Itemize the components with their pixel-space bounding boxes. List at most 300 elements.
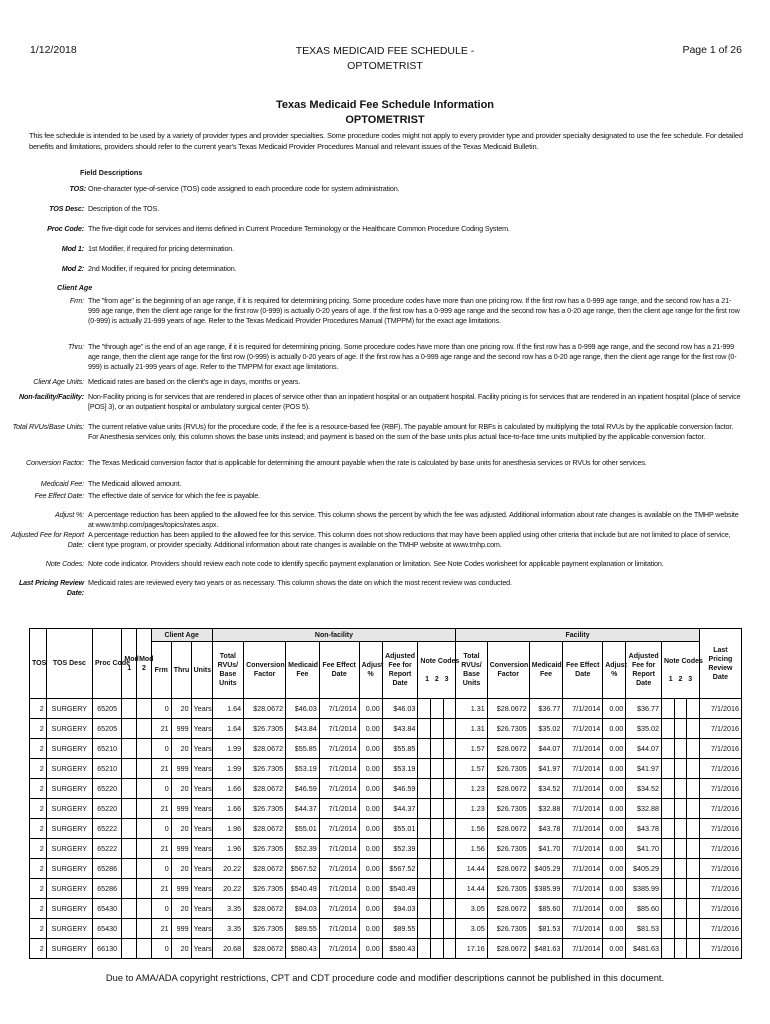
table-cell: 20 (171, 739, 191, 759)
table-cell: 2 (30, 799, 47, 819)
table-cell (662, 879, 675, 899)
table-cell (430, 939, 443, 959)
table-cell (687, 879, 700, 899)
table-cell: 7/1/2014 (563, 939, 603, 959)
table-cell: 0.00 (603, 759, 626, 779)
table-cell: $28.0672 (487, 699, 529, 719)
table-cell: 7/1/2014 (563, 899, 603, 919)
table-cell: $26.7305 (244, 879, 286, 899)
header-title-line2: OPTOMETRIST (347, 60, 423, 72)
table-cell: 65220 (92, 799, 121, 819)
fee-schedule-table (29, 628, 742, 959)
table-cell: 65430 (92, 899, 121, 919)
table-cell: $26.7305 (487, 759, 529, 779)
field-description-label: Note Codes: (45, 559, 84, 568)
table-cell: 999 (171, 879, 191, 899)
field-description-text: Note code indicator. Providers should review each note code to identify specific payment explanation or limitation. See Note Codes worksheet for applicable payment explanation or limitation. (88, 559, 664, 568)
table-cell (430, 819, 443, 839)
table-cell: 0 (151, 939, 171, 959)
table-row (30, 859, 742, 879)
table-cell (418, 779, 431, 799)
table-cell (137, 839, 152, 859)
table-cell: Years (191, 739, 212, 759)
table-cell (662, 739, 675, 759)
table-row (30, 699, 742, 719)
table-cell: $46.59 (286, 779, 320, 799)
table-cell: $43.78 (529, 819, 563, 839)
col-f-fee-effect-date: Fee Effect Date (563, 642, 603, 699)
table-cell: $41.70 (529, 839, 563, 859)
table-cell (430, 719, 443, 739)
table-cell: $26.7305 (487, 839, 529, 859)
table-cell (674, 719, 687, 739)
table-cell (443, 879, 456, 899)
table-cell (687, 739, 700, 759)
table-cell (418, 819, 431, 839)
table-cell (122, 899, 137, 919)
col-units: Units (191, 642, 212, 699)
table-cell: 0.00 (603, 699, 626, 719)
table-cell: 7/1/2014 (319, 799, 359, 819)
table-cell: 20 (171, 819, 191, 839)
col-nf-fee-effect-date: Fee Effect Date (319, 642, 359, 699)
table-cell (122, 799, 137, 819)
col-nf-medicaid-fee: Medicaid Fee (286, 642, 320, 699)
table-cell: $567.52 (286, 859, 320, 879)
col-f-adjusted-fee: Adjusted Fee for Report Date (626, 642, 662, 699)
table-cell: 2 (30, 759, 47, 779)
table-cell: 999 (171, 799, 191, 819)
table-cell (674, 699, 687, 719)
table-cell: 14.44 (456, 859, 487, 879)
col-f-adjust: Adjust % (603, 642, 626, 699)
field-description-text: The "through age" is the end of an age range, if it is required for determining pricing. Some procedure codes have more than one pricing row. If the first row has a 0-999 age range, and the second row has a 21-999 age range, then the client age range for the first row (0-999) is actually 0-20 years of age. If the first row has a 0-999 age range and the second row has a 0-20 age range, then the client age range for the first row (0-999) is actually 21-999 years of age. Refer to the TMPPM for exact age limitations. (88, 342, 737, 371)
table-cell: 2 (30, 919, 47, 939)
field-description-text: The Medicaid allowed amount. (88, 479, 182, 488)
table-cell: $540.49 (382, 879, 418, 899)
table-cell: 3.05 (456, 899, 487, 919)
table-cell: 0 (151, 859, 171, 879)
table-cell: SURGERY (46, 759, 92, 779)
table-cell: $89.55 (286, 919, 320, 939)
table-cell: 1.31 (456, 719, 487, 739)
table-cell: 0.00 (603, 839, 626, 859)
table-cell (418, 899, 431, 919)
table-cell: Years (191, 799, 212, 819)
table-cell (122, 699, 137, 719)
table-cell: 0.00 (359, 759, 382, 779)
table-cell: 21 (151, 759, 171, 779)
table-cell: 0.00 (359, 899, 382, 919)
table-cell: 7/1/2014 (319, 759, 359, 779)
table-cell: 66130 (92, 939, 121, 959)
copyright-footer: Due to AMA/ADA copyright restrictions, CPT and CDT procedure code and modifier descriptions cannot be published in this document. (105, 972, 665, 983)
table-cell (687, 939, 700, 959)
table-cell: 20 (171, 699, 191, 719)
col-mod1: Mod 1 (122, 629, 137, 699)
table-cell: 7/1/2016 (699, 759, 741, 779)
table-cell: 20 (171, 859, 191, 879)
table-cell: $26.7305 (244, 839, 286, 859)
table-cell (662, 719, 675, 739)
table-cell (430, 759, 443, 779)
table-cell: $26.7305 (244, 799, 286, 819)
table-cell: Years (191, 919, 212, 939)
table-cell (687, 819, 700, 839)
col-proc-code: Proc Code (92, 629, 121, 699)
table-cell: $46.59 (382, 779, 418, 799)
table-cell (418, 939, 431, 959)
document-title (0, 98, 770, 128)
table-cell: $32.88 (529, 799, 563, 819)
table-cell: 7/1/2016 (699, 799, 741, 819)
table-cell: $28.0672 (487, 939, 529, 959)
table-cell: $28.0672 (487, 859, 529, 879)
field-description-label: Adjusted Fee for Report Date: (11, 530, 84, 549)
table-cell: 7/1/2014 (319, 719, 359, 739)
table-cell (662, 899, 675, 919)
table-cell: 2 (30, 899, 47, 919)
table-cell: 1.56 (456, 819, 487, 839)
table-cell: 0.00 (359, 879, 382, 899)
table-cell: 2 (30, 819, 47, 839)
table-cell: $55.01 (286, 819, 320, 839)
table-cell: $94.03 (286, 899, 320, 919)
table-cell: SURGERY (46, 719, 92, 739)
table-cell: $28.0672 (487, 899, 529, 919)
table-cell: $44.07 (626, 739, 662, 759)
table-cell: 0 (151, 699, 171, 719)
table-cell (674, 799, 687, 819)
table-cell: 7/1/2016 (699, 939, 741, 959)
table-cell: 7/1/2016 (699, 899, 741, 919)
table-cell: 1.96 (212, 819, 243, 839)
table-row (30, 759, 742, 779)
table-cell: $34.52 (529, 779, 563, 799)
table-cell (430, 739, 443, 759)
table-cell (687, 899, 700, 919)
table-cell: $85.60 (529, 899, 563, 919)
table-cell: 21 (151, 879, 171, 899)
table-cell (674, 879, 687, 899)
table-cell: 0 (151, 899, 171, 919)
table-cell: $53.19 (382, 759, 418, 779)
table-cell: SURGERY (46, 919, 92, 939)
table-cell: 7/1/2016 (699, 699, 741, 719)
table-cell: SURGERY (46, 819, 92, 839)
table-cell (662, 699, 675, 719)
table-cell: SURGERY (46, 859, 92, 879)
table-cell: $41.70 (626, 839, 662, 859)
table-cell: $46.03 (382, 699, 418, 719)
table-cell (687, 699, 700, 719)
table-cell (430, 839, 443, 859)
table-cell: 0.00 (359, 799, 382, 819)
table-cell: $405.29 (626, 859, 662, 879)
table-cell (687, 919, 700, 939)
table-cell: $28.0672 (487, 739, 529, 759)
table-cell (687, 779, 700, 799)
header-date: 1/12/2018 (30, 44, 77, 56)
table-cell: 2 (30, 739, 47, 759)
table-cell (687, 839, 700, 859)
table-cell: $28.0672 (244, 939, 286, 959)
field-description-text: A percentage reduction has been applied to the allowed fee for this service. This column does not show reductions that may have been applied using other criteria that include but are not limited to place of service, client type program, or provider specialty. Additional information about rate changes is available on the TMHP website at www.tmhp.com. (88, 530, 731, 549)
table-cell: 0.00 (603, 739, 626, 759)
col-tos: TOS (30, 629, 47, 699)
table-cell: $43.84 (382, 719, 418, 739)
table-cell (418, 919, 431, 939)
field-description-label: Total RVUs/Base Units: (12, 422, 84, 431)
table-cell: 0.00 (603, 939, 626, 959)
field-description-text: A percentage reduction has been applied to the allowed fee for this service. This column shows the percent by which the fee was adjusted. Additional information about rate changes is available on the TMHP website at www.tmhp.com/pages/topics/rates.aspx. (88, 510, 739, 529)
table-cell: $28.0672 (244, 819, 286, 839)
table-cell: 3.35 (212, 919, 243, 939)
table-cell: $81.53 (529, 919, 563, 939)
table-cell: 7/1/2014 (319, 779, 359, 799)
table-cell (687, 859, 700, 879)
table-cell: 3.35 (212, 899, 243, 919)
table-cell: $26.7305 (487, 799, 529, 819)
table-cell: 0.00 (359, 699, 382, 719)
table-cell (418, 839, 431, 859)
table-cell: 7/1/2014 (563, 819, 603, 839)
table-cell: 20 (171, 779, 191, 799)
table-cell: 7/1/2016 (699, 879, 741, 899)
table-cell: Years (191, 819, 212, 839)
table-cell (418, 759, 431, 779)
table-cell: 2 (30, 859, 47, 879)
table-cell (687, 719, 700, 739)
table-cell: $28.0672 (244, 859, 286, 879)
table-cell: 1.23 (456, 779, 487, 799)
table-cell (137, 759, 152, 779)
table-cell: 0.00 (359, 739, 382, 759)
table-cell: $52.39 (286, 839, 320, 859)
table-row (30, 939, 742, 959)
field-description-label: TOS: (69, 184, 86, 193)
table-row (30, 779, 742, 799)
table-cell: 65286 (92, 879, 121, 899)
table-cell: 999 (171, 759, 191, 779)
table-cell: $81.53 (626, 919, 662, 939)
table-cell: $26.7305 (487, 879, 529, 899)
table-cell: 999 (171, 919, 191, 939)
table-row (30, 919, 742, 939)
table-cell: Years (191, 899, 212, 919)
table-cell: 65222 (92, 819, 121, 839)
table-cell: 21 (151, 919, 171, 939)
table-cell: $43.78 (626, 819, 662, 839)
table-cell: $44.07 (529, 739, 563, 759)
table-cell: $55.01 (382, 819, 418, 839)
table-cell (674, 819, 687, 839)
table-cell: $55.85 (286, 739, 320, 759)
field-description-text: Medicaid rates are based on the client's age in days, months or years. (88, 377, 301, 386)
table-cell: 7/1/2016 (699, 739, 741, 759)
table-cell: Years (191, 839, 212, 859)
table-cell: Years (191, 939, 212, 959)
table-cell: $567.52 (382, 859, 418, 879)
table-cell: 7/1/2014 (319, 879, 359, 899)
table-cell (137, 819, 152, 839)
header-title (0, 44, 770, 74)
table-cell: $28.0672 (244, 699, 286, 719)
table-cell (418, 799, 431, 819)
table-row (30, 799, 742, 819)
field-description-text: Description of the TOS. (88, 204, 159, 213)
client-age-heading: Client Age (57, 283, 93, 292)
table-cell: 0.00 (603, 859, 626, 879)
table-cell (662, 839, 675, 859)
table-row (30, 739, 742, 759)
table-cell (122, 739, 137, 759)
table-cell (430, 699, 443, 719)
table-cell: 7/1/2016 (699, 839, 741, 859)
field-description-text: Non-Facility pricing is for services that are rendered in places of service other than an inpatient hospital or an outpatient hospital. Facility pricing is for services that are rendered in an inpatient hospital (place of service [POS] 3), or an outpatient hospital or ambulatory surgical center (POS 5). (88, 392, 741, 411)
table-cell: 7/1/2016 (699, 719, 741, 739)
field-description-label: Last Pricing Review Date: (18, 578, 84, 597)
col-frm: Frm (151, 642, 171, 699)
table-cell (674, 939, 687, 959)
table-cell: 65220 (92, 779, 121, 799)
table-cell: 999 (171, 839, 191, 859)
table-cell (418, 859, 431, 879)
field-description-label: Non-facility/Facility: (19, 392, 84, 401)
document-title-line1: Texas Medicaid Fee Schedule Information (275, 99, 495, 111)
table-row (30, 719, 742, 739)
table-cell: 7/1/2014 (319, 939, 359, 959)
field-description-text: 1st Modifier, if required for pricing determination. (88, 244, 235, 253)
table-cell: $28.0672 (244, 779, 286, 799)
table-cell (443, 799, 456, 819)
table-cell (443, 759, 456, 779)
col-nf-total-rvus: Total RVUs/ Base Units (212, 642, 243, 699)
table-cell: $28.0672 (487, 779, 529, 799)
table-cell (443, 939, 456, 959)
table-cell: 65286 (92, 859, 121, 879)
table-cell: 2 (30, 879, 47, 899)
field-description-label: Conversion Factor: (25, 458, 84, 467)
table-cell: 7/1/2016 (699, 779, 741, 799)
table-cell: $580.43 (286, 939, 320, 959)
table-cell (443, 919, 456, 939)
table-cell: 7/1/2014 (563, 839, 603, 859)
field-description-text: 2nd Modifier, if required for pricing determination. (88, 264, 237, 273)
col-nf-note-codes: Note Codes 1 2 3 (418, 642, 456, 699)
header-title-line1: TEXAS MEDICAID FEE SCHEDULE - (295, 45, 475, 57)
table-cell: $35.02 (529, 719, 563, 739)
table-cell (674, 899, 687, 919)
table-cell: SURGERY (46, 739, 92, 759)
table-cell (674, 859, 687, 879)
table-cell: 0.00 (603, 799, 626, 819)
table-cell (687, 799, 700, 819)
table-cell: $55.85 (382, 739, 418, 759)
col-f-note-codes: Note Codes 1 2 3 (662, 642, 700, 699)
table-cell (674, 759, 687, 779)
table-cell (443, 739, 456, 759)
table-cell (122, 779, 137, 799)
table-cell: SURGERY (46, 939, 92, 959)
table-cell (122, 839, 137, 859)
table-cell: 65210 (92, 739, 121, 759)
table-cell: 0.00 (359, 839, 382, 859)
table-cell: 21 (151, 719, 171, 739)
table-cell: 20.22 (212, 879, 243, 899)
field-description-text: Medicaid rates are reviewed every two years or as necessary. This column shows the date on which the most recent review was conducted. (88, 578, 512, 587)
page-number: Page 1 of 26 (682, 44, 742, 56)
field-description-text: One-character type-of-service (TOS) code assigned to each procedure code for system administration. (88, 184, 400, 193)
table-cell: 1.23 (456, 799, 487, 819)
table-cell: 0.00 (603, 779, 626, 799)
col-nf-adjust: Adjust % (359, 642, 382, 699)
table-cell: $35.02 (626, 719, 662, 739)
table-cell (122, 719, 137, 739)
group-client-age: Client Age (151, 629, 212, 642)
field-description-label: Thru: (67, 342, 84, 351)
table-cell: 0.00 (359, 819, 382, 839)
table-cell (418, 739, 431, 759)
table-cell: 17.16 (456, 939, 487, 959)
table-cell (137, 799, 152, 819)
table-cell (137, 719, 152, 739)
table-cell: $32.88 (626, 799, 662, 819)
table-cell (418, 719, 431, 739)
table-cell: 20 (171, 939, 191, 959)
table-cell (122, 759, 137, 779)
table-cell (662, 939, 675, 959)
table-cell: Years (191, 779, 212, 799)
table-cell: 7/1/2014 (319, 739, 359, 759)
table-cell: $481.63 (529, 939, 563, 959)
table-cell: 1.99 (212, 759, 243, 779)
field-descriptions-heading: Field Descriptions (80, 168, 143, 177)
table-cell: 999 (171, 719, 191, 739)
table-cell: 7/1/2014 (563, 779, 603, 799)
table-cell: 20.22 (212, 859, 243, 879)
table-cell: $26.7305 (487, 719, 529, 739)
field-description-text: The Texas Medicaid conversion factor that is applicable for determining the amount payable when the rate is calculated by base units for anesthesia services or RVUs for other services. (88, 458, 647, 467)
table-cell: 0 (151, 819, 171, 839)
table-cell: SURGERY (46, 879, 92, 899)
table-cell: 0.00 (359, 919, 382, 939)
table-cell: $34.52 (626, 779, 662, 799)
table-cell: 2 (30, 719, 47, 739)
table-cell (430, 899, 443, 919)
table-cell: 1.57 (456, 759, 487, 779)
table-cell: 7/1/2014 (319, 699, 359, 719)
table-cell: 65430 (92, 919, 121, 939)
table-cell: 14.44 (456, 879, 487, 899)
table-cell (137, 859, 152, 879)
table-cell (662, 759, 675, 779)
table-cell: 65222 (92, 839, 121, 859)
table-cell: SURGERY (46, 799, 92, 819)
table-cell: 7/1/2014 (563, 919, 603, 939)
table-cell (430, 879, 443, 899)
col-tos-desc: TOS Desc (46, 629, 92, 699)
table-cell (430, 779, 443, 799)
table-cell (443, 719, 456, 739)
table-cell: 1.66 (212, 799, 243, 819)
table-cell: 7/1/2016 (699, 919, 741, 939)
table-cell (418, 699, 431, 719)
table-cell: 65205 (92, 719, 121, 739)
field-description-label: Mod 1: (61, 244, 84, 253)
table-cell: 7/1/2014 (563, 699, 603, 719)
table-cell: 7/1/2014 (319, 859, 359, 879)
